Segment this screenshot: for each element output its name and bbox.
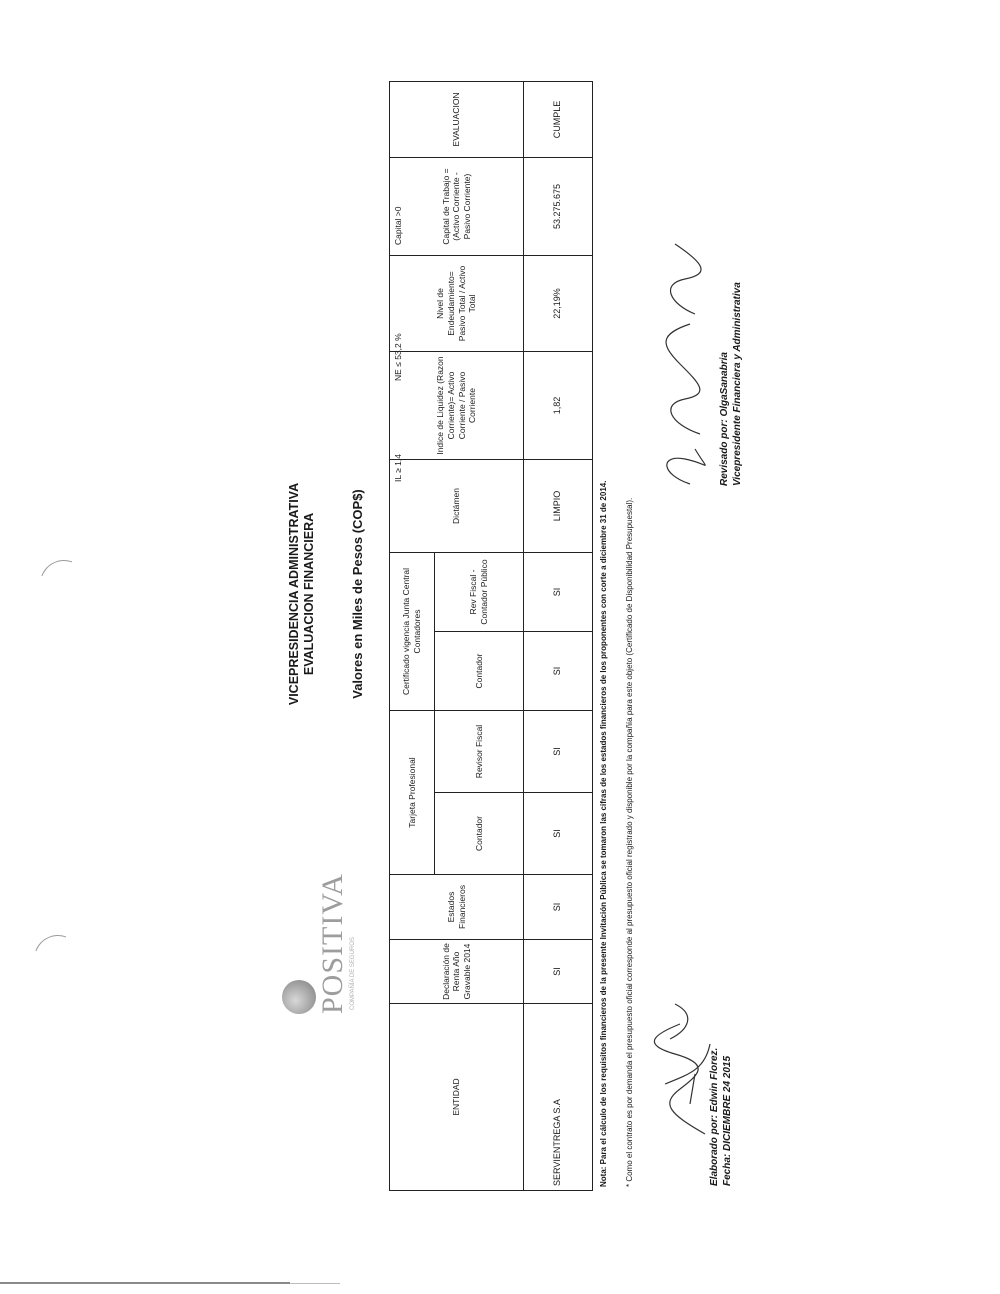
prepared-date: Fecha: DICIEMBRE 24 2015 xyxy=(722,1055,733,1186)
header-certificado-contador: Contador xyxy=(435,632,524,711)
currency-note: Valores en Miles de Pesos (COP$) xyxy=(350,489,365,699)
cell-evaluacion: CUMPLE xyxy=(524,82,593,158)
header-indice-liquidez: Indice de Liquidez (Razon Corriente)= Activo Corriente / Pasivo Corriente xyxy=(390,352,524,460)
note-budget: * Como el contrato es por demanda el presupuesto oficial corresponde al presupuesto oficial registrado y disponible por la compañía para este objeto (Certificado de Disponibilidad Presupuestal). xyxy=(625,497,634,1187)
header-declaracion: Declaración de Renta Año Gravable 2014 xyxy=(390,940,524,1004)
document-subtitle: EVALUACION FINANCIERA xyxy=(302,512,316,676)
capital-criterion: Capital >0 xyxy=(393,206,403,245)
cell-certificado-revfiscal: SI xyxy=(524,553,593,632)
endeudamiento-criterion: NE ≤ 53,2 % xyxy=(393,333,403,381)
header-tarjeta-contador: Contador xyxy=(435,793,524,875)
note-calculation: Nota: Para el cálculo de los requisitos financieros de la presente Invitación Pública se tomaron las cifras de los estados financieros de los proponentes con corte a diciembre 31 de 2014. xyxy=(599,480,608,1187)
cell-tarjeta-revisor: SI xyxy=(524,711,593,793)
table-row xyxy=(524,82,593,1191)
cell-certificado-contador: SI xyxy=(524,632,593,711)
header-tarjeta-revisor: Revisor Fiscal xyxy=(435,711,524,793)
header-nivel-endeudamiento: Nivel de Endeudamiento= Pasivo Total / Activo Total xyxy=(390,256,524,352)
cell-indice-liquidez: 1,82 xyxy=(524,352,593,460)
reviewed-by: Revisado por: OlgaSanabria xyxy=(719,352,730,486)
document-title: VICEPRESIDENCIA ADMINISTRATIVA xyxy=(287,482,301,706)
cell-capital-trabajo: 53.275.675 xyxy=(524,158,593,256)
header-evaluacion: EVALUACION xyxy=(390,82,524,158)
reviewed-by-block xyxy=(718,186,744,486)
header-entidad: ENTIDAD xyxy=(390,1004,524,1191)
financial-evaluation-table xyxy=(389,81,593,1191)
signature-olga-scribble xyxy=(640,234,720,494)
header-certificado-group: Certificado vigencia Junta Central Contadores xyxy=(390,553,435,711)
header-tarjeta-group: Tarjeta Profesional xyxy=(390,711,435,875)
logo-subtext: COMPAÑÍA DE SEGUROS xyxy=(350,937,356,1010)
reviewer-title: Vicepresidente Financiera y Administrativa xyxy=(732,282,743,486)
logo-mark-icon xyxy=(282,980,316,1014)
logo-name: POSITIVA xyxy=(316,873,349,1014)
cell-entidad: SERVIENTREGA S.A xyxy=(524,1004,593,1191)
company-logo xyxy=(282,874,362,1014)
cell-estados: SI xyxy=(524,875,593,940)
header-capital-trabajo: Capital de Trabajo = (Activo Corriente - Pasivo Corriente) xyxy=(390,158,524,256)
prepared-by: Elaborado por: Edwin Florez. xyxy=(709,1047,720,1186)
cell-dictamen: LIMPIO xyxy=(524,460,593,553)
cell-tarjeta-contador: SI xyxy=(524,793,593,875)
header-dictamen: Dictámen xyxy=(390,460,524,553)
cell-nivel-endeudamiento: 22,19% xyxy=(524,256,593,352)
cell-declaracion: SI xyxy=(524,940,593,1004)
liquidez-criterion: IL ≥ 1,4 xyxy=(393,454,403,482)
header-certificado-revfiscal: Rev Fiscal - Contador Público xyxy=(435,553,524,632)
header-estados: Estados Financieros xyxy=(390,875,524,940)
prepared-by-block xyxy=(708,1026,734,1186)
